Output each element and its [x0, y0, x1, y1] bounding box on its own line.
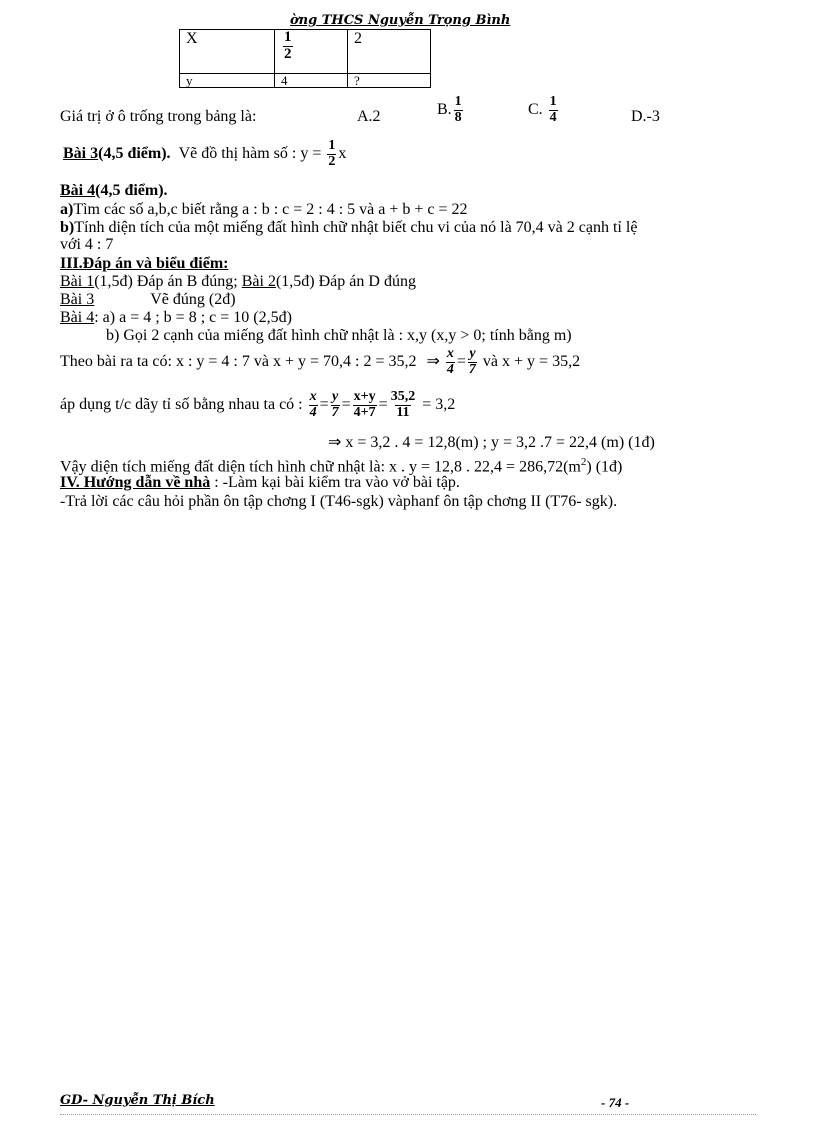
page-number: - 74 -: [601, 1095, 630, 1110]
bai4-a: a)Tìm các số a,b,c biết rằng a : b : c = 2 : 4 : 5 và a + b + c = 22: [60, 201, 468, 218]
option-c: C. $\frac{1}{4}$: [528, 94, 557, 125]
footer-author: GD- Nguyễn Thị Bích: [60, 1093, 215, 1108]
table-cell: X: [180, 30, 275, 74]
section4-title-line: IV. Hướng dẫn về nhà : -Làm kại bài kiểm tra vào vở bài tập.: [60, 474, 460, 491]
answer-line-6: áp dụng t/c dãy tỉ số bằng nhau ta có : $\frac{x}{4}$ = $\frac{y}{7}$ = $\frac{x+y}{4+7}$ = $\frac{35,2}{11}$ = 3,2: [60, 389, 456, 420]
section3-title: III.Đáp án và biểu điểm:: [60, 255, 229, 272]
table-cell: 4: [275, 74, 348, 88]
bai4-title: Bài 4(4,5 điểm).: [60, 182, 168, 199]
table-row: [180, 30, 431, 74]
section4-line-2: -Trả lời các câu hỏi phần ôn tập chơng I (T46-sgk) vàphanf ôn tập chơng II (T76- sgk).: [60, 493, 618, 510]
option-d: D.-3: [631, 108, 660, 125]
option-a: A.2: [357, 108, 381, 125]
bai4-b-cont: với 4 : 7: [60, 236, 114, 253]
question-text: Giá trị ở ô trống trong bảng là:: [60, 108, 257, 125]
answer-line-7: ⇒ x = 3,2 . 4 = 12,8(m) ; y = 3,2 .7 = 22,4 (m) (1đ): [328, 434, 655, 451]
table-cell: ?: [348, 74, 431, 88]
answer-line-5: Theo bài ra ta có: x : y = 4 : 7 và x + y = 70,4 : 2 = 35,2 ⇒ $\frac{x}{4}$ = $\frac{y}{7}$ và x + y = 35,2: [60, 346, 581, 377]
answer-line-2: Bài 3 Vẽ đúng (2đ): [60, 291, 236, 308]
answer-line-3: Bài 4: a) a = 4 ; b = 8 ; c = 10 (2,5đ): [60, 309, 292, 326]
table-cell: 2: [348, 30, 431, 74]
answer-line-8: Vậy diện tích miếng đất diện tích hình chữ nhật là: x . y = 12,8 . $22,4 = 286,72(m^2)$ (1đ): [60, 456, 623, 476]
bai3-line: Bài 3(4,5 điểm). Vẽ đồ thị hàm số : y = $\frac{1}{2}$ x: [63, 138, 347, 169]
answer-line-4: b) Gọi 2 cạnh của miếng đất hình chữ nhật là : x,y (x,y > 0; tính bằng m): [106, 327, 572, 344]
footer-divider: [60, 1114, 756, 1115]
bai4-b: b)Tính diện tích của một miếng đất hình chữ nhật biết chu vi của nó là 70,4 và 2 cạnh tỉ lệ: [60, 219, 638, 236]
answer-line-1: Bài 1(1,5đ) Đáp án B đúng; Bài 2(1,5đ) Đáp án D đúng: [60, 273, 416, 290]
table-cell: $\frac{1}{2}$: [275, 30, 348, 74]
page-header: ờng THCS Nguyễn Trọng Bình: [290, 13, 511, 28]
value-table: [179, 29, 431, 88]
option-b: B. $\frac{1}{8}$: [437, 94, 462, 125]
table-row: [180, 74, 431, 88]
table-cell: y: [180, 74, 275, 88]
